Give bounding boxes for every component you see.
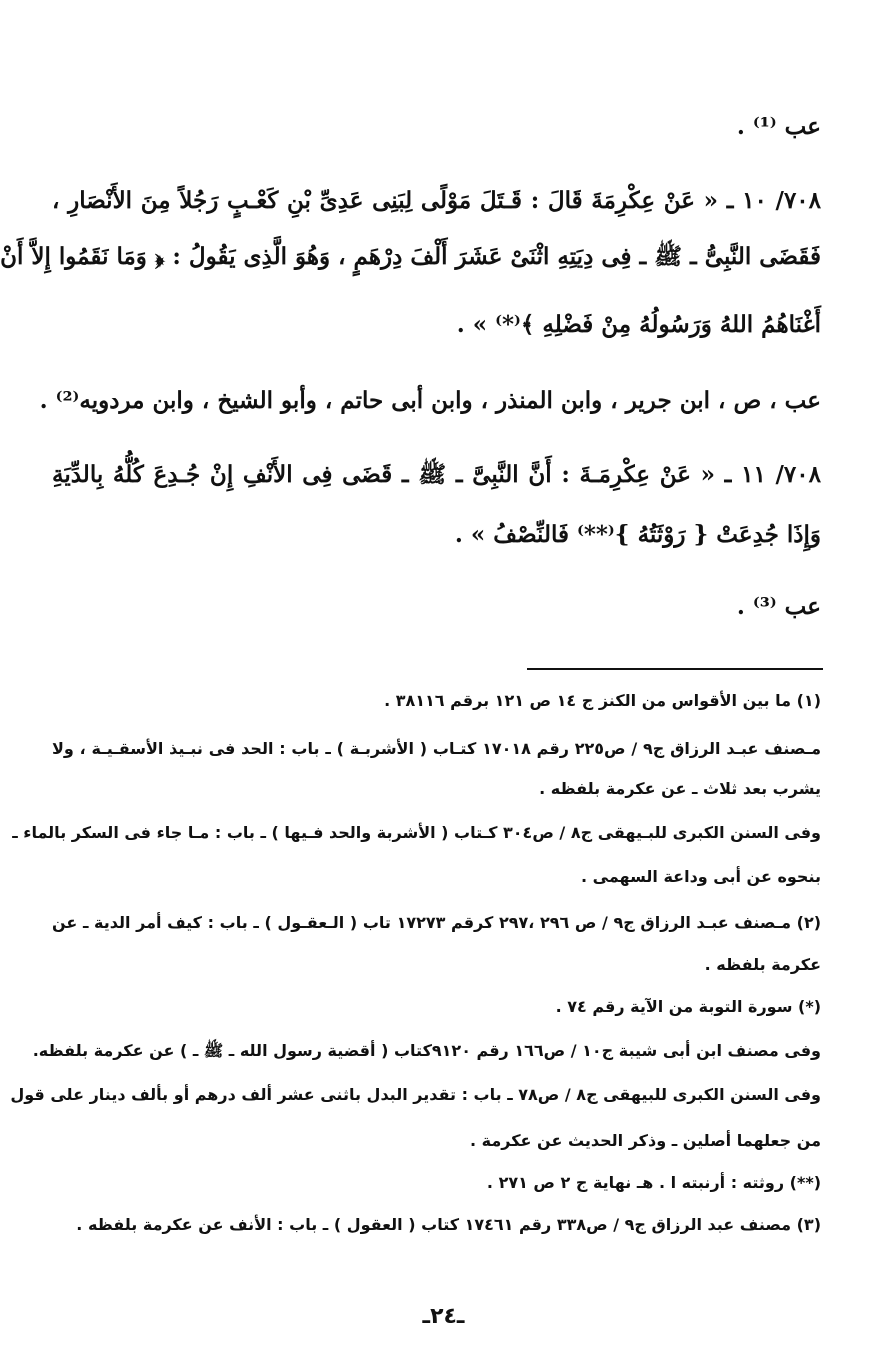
footnote-3: (٣) مصنف عبد الرزاق ج٩ / ص٣٣٨ رقم ١٧٤٦١ كتاب ( العقول ) ـ باب : الأنف عن عكرمة بلفظه . xyxy=(76,1215,821,1234)
footnote-star-line-3: وفى السنن الكبرى للبيهقى ج٨ / ص٧٨ ـ باب : تقدير البدل باثنى عشر ألف درهم أو بألف دينار على قول xyxy=(10,1085,821,1104)
footnote-star-line-4: من جعلهما أصلين ـ وذكر الحديث عن عكرمة . xyxy=(470,1131,821,1150)
footnote-star-line-2: وفى مصنف ابن أبى شيبة ج١٠ / ص١٦٦ رقم ٩١٢٠كتاب ( أقضية رسول الله ـ ﷺ ـ ) عن عكرمة بلفظه. xyxy=(32,1041,821,1060)
footnote-2-line-2: عكرمة بلفظه . xyxy=(704,955,821,974)
footnote-1-text-line-4: بنحوه عن أبى وداعة السهمى . xyxy=(580,867,821,886)
footnote-1-text-line-3: وفى السنن الكبرى للبـيهقى ج٨ / ص٣٠٤ كـتاب ( الأشربة والحد فـيها ) ـ باب : مـا جاء فى السكر بالماء ـ xyxy=(12,823,821,842)
hadith-11-line-1: ٧٠٨/ ١١ ـ « عَنْ عِكْرِمَـةَ : أَنَّ النَّبِىَّ ـ ﷺ ـ قَضَى فِى الأَنْفِ إِنْ جُـدِعَ كُلُّهُ بِالدِّيَةِ xyxy=(52,461,821,488)
footnote-1-text-line-1: مـصنف عبـد الرزاق ج٩ / ص٢٢٥ رقم ١٧٠١٨ كتـاب ( الأشربـة ) ـ باب : الحد فى نبـيذ الأسقـيـة ، ولا xyxy=(52,739,822,758)
hadith-10-line-2: فَقَضَى النَّبِىُّ ـ ﷺ ـ فِى دِيَتِهِ اثْنَىْ عَشَرَ أَلْفَ دِرْهَمٍ ، وَهُوَ الَّذِى يَقُولُ : ﴿ وَمَا نَقَمُوا إِلاَّ أَنْ xyxy=(0,243,821,270)
sources-line: عب ، ص ، ابن جرير ، وابن المنذر ، وابن أبى حاتم ، وأبو الشيخ ، وابن مردويه⁽²⁾ . xyxy=(39,387,821,414)
hadith-10-line-3: أَغْنَاهُمُ اللهُ وَرَسُولُهُ مِنْ فَضْلِهِ ﴾⁽*⁾ » . xyxy=(456,311,821,338)
page-number: ـ٢٤ـ xyxy=(422,1304,465,1329)
source-reference-line: عب ⁽¹⁾ . xyxy=(736,113,821,140)
footnote-1-text-line-2: يشرب بعد ثلاث ـ عن عكرمة بلفظه . xyxy=(539,779,821,798)
footnote-star: (*) سورة التوبة من الآية رقم ٧٤ . xyxy=(555,997,821,1016)
hadith-10-line-1: ٧٠٨/ ١٠ ـ « عَنْ عِكْرِمَةَ قَالَ : قَـتَلَ مَوْلًى لِبَنِى عَدِىِّ بْنِ كَعْـبٍ رَجُلاً مِنَ الأَنْصَارِ ، xyxy=(52,187,821,214)
source-reference-line-2: عب ⁽³⁾ . xyxy=(736,593,821,620)
footnote-1: (١) ما بين الأقواس من الكنز ج ١٤ ص ١٢١ برقم ٣٨١١٦ . xyxy=(384,691,821,710)
footnote-2: (٢) مـصنف عبـد الرزاق ج٩ / ص ٢٩٦ ،٢٩٧ كرقم ١٧٢٧٣ تاب ( الـعقـول ) ـ باب : كيف أمر الدية ـ عن xyxy=(52,913,822,932)
footnote-double-star: (**) روثته : أرنبته ا . هـ نهاية ج ٢ ص ٢٧١ . xyxy=(486,1173,821,1192)
hadith-11-line-2: وَإِذَا جُدِعَتْ { رَوْثَتُهُ }⁽**⁾ فَالنِّصْفُ » . xyxy=(454,521,821,548)
footnote-separator xyxy=(527,668,823,670)
